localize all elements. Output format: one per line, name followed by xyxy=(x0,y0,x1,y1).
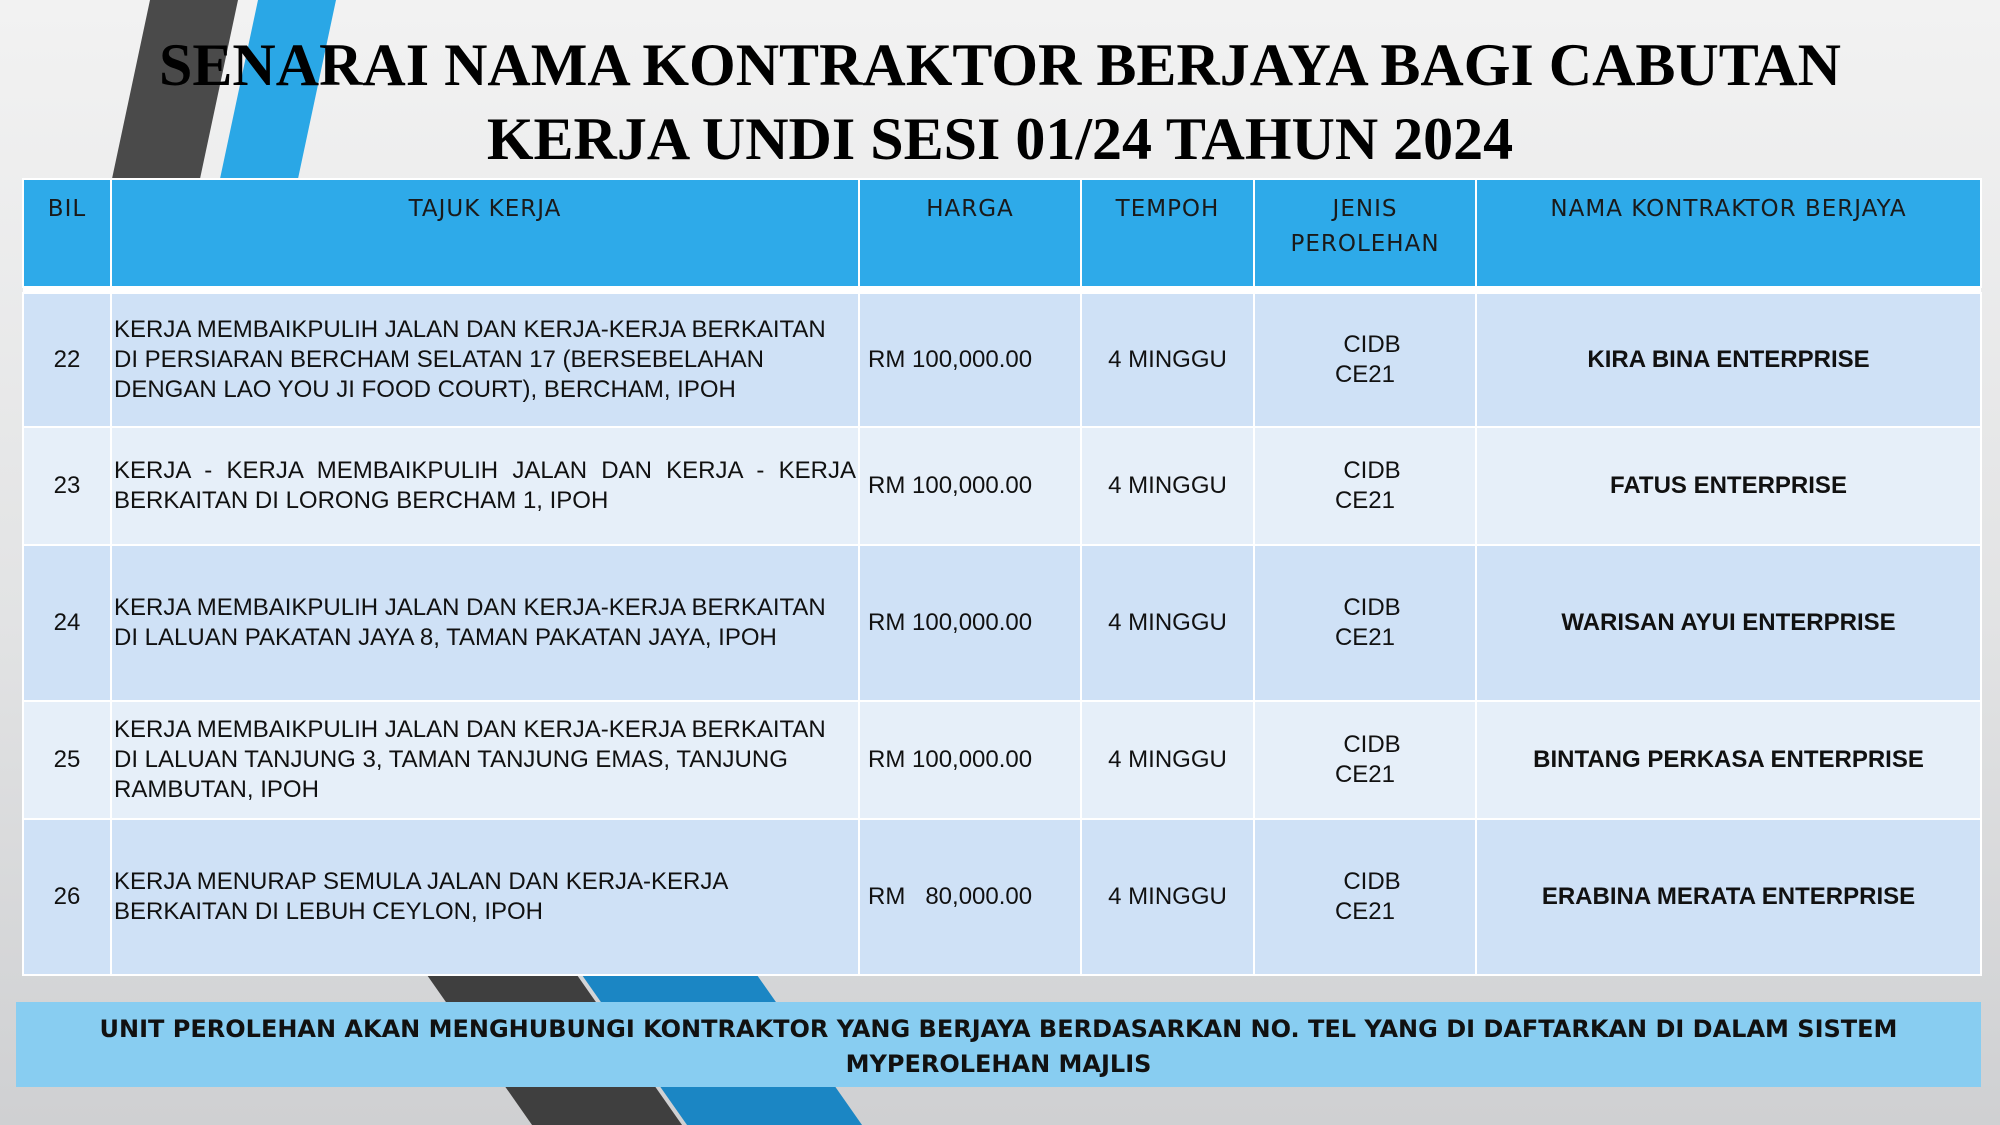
cell-jenis-perolehan xyxy=(1254,545,1476,701)
cell-harga: RM 100,000.00 xyxy=(859,701,1081,819)
cell-bil: 23 xyxy=(23,427,111,545)
jenis-cidb: CIDB xyxy=(1343,594,1401,621)
cell-tempoh: 4 MINGGU xyxy=(1081,293,1254,427)
cell-jenis-perolehan xyxy=(1254,293,1476,427)
cell-tajuk-kerja: KERJA - KERJA MEMBAIKPULIH JALAN DAN KERJA - KERJA BERKAITAN DI LORONG BERCHAM 1, IPOH xyxy=(111,427,859,545)
table-row xyxy=(23,545,1981,701)
header-nama-kontraktor: NAMA KONTRAKTOR BERJAYA xyxy=(1476,179,1981,287)
cell-tajuk-kerja: KERJA MEMBAIKPULIH JALAN DAN KERJA-KERJA BERKAITAN DI PERSIARAN BERCHAM SELATAN 17 (BERSEBELAHAN DENGAN LAO YOU JI FOOD COURT), BERCHAM, IPOH xyxy=(111,293,859,427)
footer-notice xyxy=(16,1002,1981,1087)
cell-bil: 26 xyxy=(23,819,111,975)
jenis-grade: CE21 xyxy=(1334,361,1396,388)
table-row xyxy=(23,701,1981,819)
cell-tajuk-kerja: KERJA MENURAP SEMULA JALAN DAN KERJA-KERJA BERKAITAN DI LEBUH CEYLON, IPOH xyxy=(111,819,859,975)
cell-bil: 22 xyxy=(23,293,111,427)
cell-harga: RM 100,000.00 xyxy=(859,293,1081,427)
header-tempoh: TEMPOH xyxy=(1081,179,1254,287)
cell-tempoh: 4 MINGGU xyxy=(1081,427,1254,545)
title-line-2: KERJA UNDI SESI 01/24 TAHUN 2024 xyxy=(486,106,1514,172)
cell-harga: RM 80,000.00 xyxy=(859,819,1081,975)
cell-nama-kontraktor: ERABINA MERATA ENTERPRISE xyxy=(1476,819,1981,975)
jenis-cidb: CIDB xyxy=(1343,868,1401,895)
table-row xyxy=(23,427,1981,545)
cell-nama-kontraktor: BINTANG PERKASA ENTERPRISE xyxy=(1476,701,1981,819)
title-line-1: SENARAI NAMA KONTRAKTOR BERJAYA BAGI CABUTAN xyxy=(159,32,1841,98)
cell-tempoh: 4 MINGGU xyxy=(1081,819,1254,975)
cell-harga: RM 100,000.00 xyxy=(859,427,1081,545)
footer-line-2: MYPEROLEHAN MAJLIS xyxy=(845,1050,1152,1078)
header-jenis-line-2: PEROLEHAN xyxy=(1290,231,1440,257)
cell-tempoh: 4 MINGGU xyxy=(1081,545,1254,701)
header-bil: BIL xyxy=(23,179,111,287)
table-row xyxy=(23,819,1981,975)
footer-line-1: UNIT PEROLEHAN AKAN MENGHUBUNGI KONTRAKTOR YANG BERJAYA BERDASARKAN NO. TEL YANG DI DAFTARKAN DI DALAM SISTEM xyxy=(99,1015,1898,1043)
cell-jenis-perolehan xyxy=(1254,427,1476,545)
cell-nama-kontraktor: WARISAN AYUI ENTERPRISE xyxy=(1476,545,1981,701)
cell-tempoh: 4 MINGGU xyxy=(1081,701,1254,819)
cell-jenis-perolehan xyxy=(1254,819,1476,975)
cell-nama-kontraktor: FATUS ENTERPRISE xyxy=(1476,427,1981,545)
cell-harga: RM 100,000.00 xyxy=(859,545,1081,701)
table-row xyxy=(23,293,1981,427)
header-jenis-line-1: JENIS xyxy=(1332,196,1398,222)
jenis-grade: CE21 xyxy=(1334,487,1396,514)
table-header-row xyxy=(23,179,1981,287)
cell-bil: 25 xyxy=(23,701,111,819)
jenis-grade: CE21 xyxy=(1334,624,1396,651)
cell-tajuk-kerja: KERJA MEMBAIKPULIH JALAN DAN KERJA-KERJA BERKAITAN DI LALUAN TANJUNG 3, TAMAN TANJUNG EMAS, TANJUNG RAMBUTAN, IPOH xyxy=(111,701,859,819)
header-harga: HARGA xyxy=(859,179,1081,287)
jenis-cidb: CIDB xyxy=(1343,731,1401,758)
jenis-cidb: CIDB xyxy=(1343,457,1401,484)
cell-tajuk-kerja: KERJA MEMBAIKPULIH JALAN DAN KERJA-KERJA BERKAITAN DI LALUAN PAKATAN JAYA 8, TAMAN PAKATAN JAYA, IPOH xyxy=(111,545,859,701)
cell-nama-kontraktor: KIRA BINA ENTERPRISE xyxy=(1476,293,1981,427)
cell-bil: 24 xyxy=(23,545,111,701)
jenis-cidb: CIDB xyxy=(1343,331,1401,358)
jenis-grade: CE21 xyxy=(1334,761,1396,788)
cell-jenis-perolehan xyxy=(1254,701,1476,819)
header-tajuk-kerja: TAJUK KERJA xyxy=(111,179,859,287)
contractor-table xyxy=(22,178,1982,976)
jenis-grade: CE21 xyxy=(1334,898,1396,925)
page-title xyxy=(0,28,2000,176)
header-jenis-perolehan xyxy=(1254,179,1476,287)
